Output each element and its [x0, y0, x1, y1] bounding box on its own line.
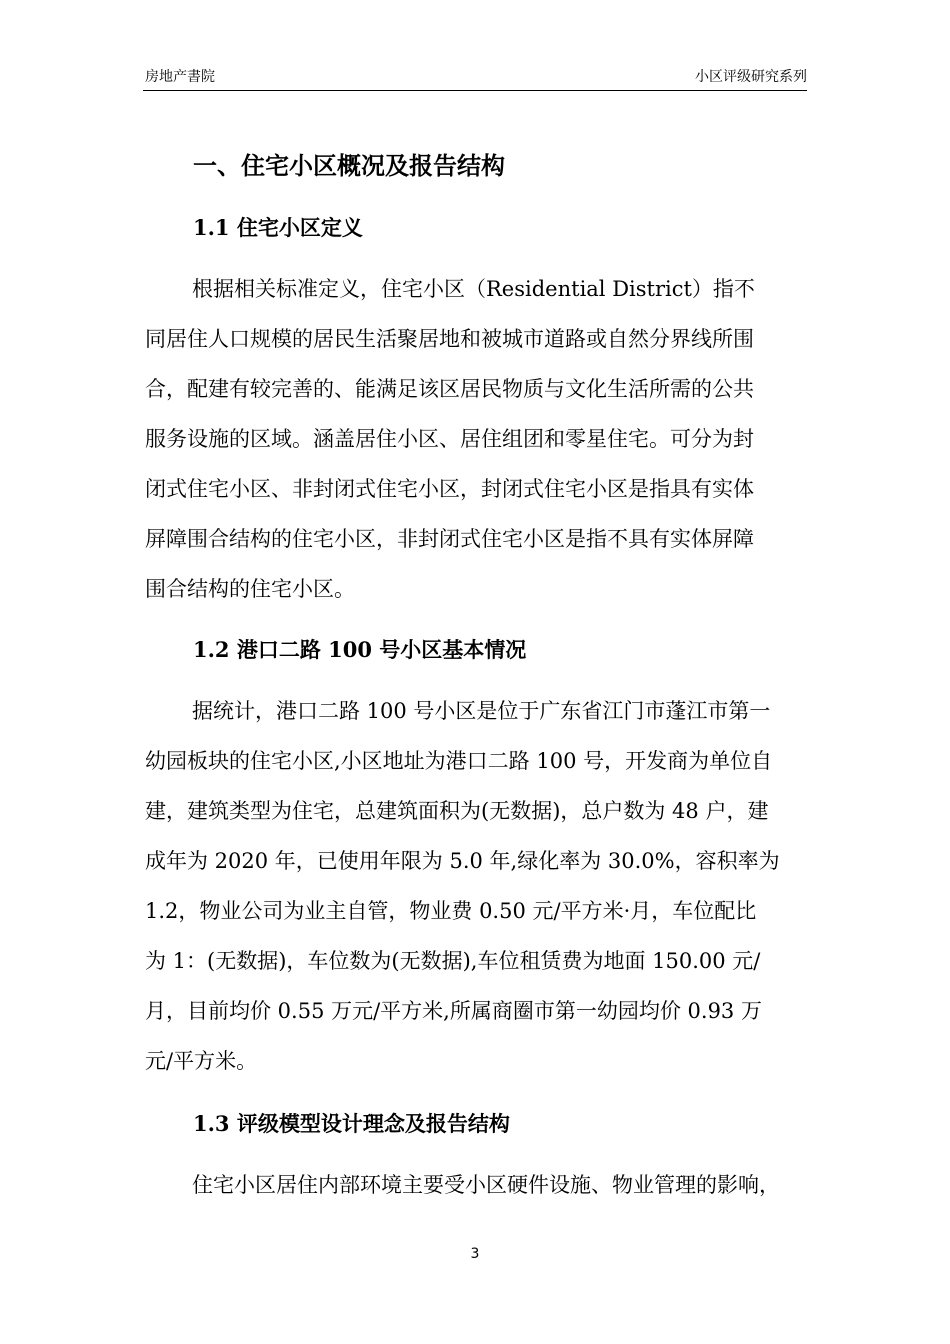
paragraph-line: 建，建筑类型为住宅，总建筑面积为(无数据)，总户数为 48 户，建: [145, 799, 769, 823]
paragraph-line: 元/平方米。: [145, 1049, 258, 1073]
paragraph-line: 屏障围合结构的住宅小区，非封闭式住宅小区是指不具有实体屏障: [145, 527, 754, 551]
paragraph-line: 闭式住宅小区、非封闭式住宅小区，封闭式住宅小区是指具有实体: [145, 477, 754, 501]
section-heading-1-1: 1.1 住宅小区定义: [193, 215, 363, 240]
page-number: 3: [470, 1246, 480, 1262]
chapter-title: 一、住宅小区概况及报告结构: [193, 151, 505, 180]
header-right-title: 小区评级研究系列: [695, 69, 807, 85]
paragraph-line: 为 1：(无数据)，车位数为(无数据),车位租赁费为地面 150.00 元/: [145, 949, 761, 973]
paragraph-line: 服务设施的区域。涵盖居住小区、居住组团和零星住宅。可分为封: [145, 427, 754, 451]
paragraph-line: 月，目前均价 0.55 万元/平方米,所属商圈市第一幼园均价 0.93 万: [145, 999, 762, 1023]
paragraph-line: 住宅小区居住内部环境主要受小区硬件设施、物业管理的影响，: [192, 1173, 780, 1197]
paragraph-line: 同居住人口规模的居民生活聚居地和被城市道路或自然分界线所围: [145, 327, 754, 351]
paragraph-definition: [145, 264, 807, 614]
paragraph-line: 合，配建有较完善的、能满足该区居民物质与文化生活所需的公共: [145, 377, 754, 401]
paragraph-basic-info: [145, 686, 807, 1086]
paragraph-line: 围合结构的住宅小区。: [145, 577, 355, 601]
paragraph-line: 幼园板块的住宅小区,小区地址为港口二路 100 号，开发商为单位自: [145, 749, 773, 773]
paragraph-line: 1.2，物业公司为业主自管，物业费 0.50 元/平方米·月，车位配比: [145, 899, 757, 923]
section-heading-1-3: 1.3 评级模型设计理念及报告结构: [193, 1111, 510, 1136]
header-divider: [143, 90, 807, 91]
paragraph-line: 成年为 2020 年，已使用年限为 5.0 年,绿化率为 30.0%，容积率为: [145, 849, 780, 873]
paragraph-model-design: [145, 1160, 807, 1210]
paragraph-line: 据统计，港口二路 100 号小区是位于广东省江门市蓬江市第一: [192, 699, 771, 723]
section-heading-1-2: 1.2 港口二路 100 号小区基本情况: [193, 637, 527, 662]
paragraph-line: 根据相关标准定义，住宅小区（Residential District）指不: [192, 277, 755, 301]
header-left-title: 房地产書院: [145, 69, 215, 85]
